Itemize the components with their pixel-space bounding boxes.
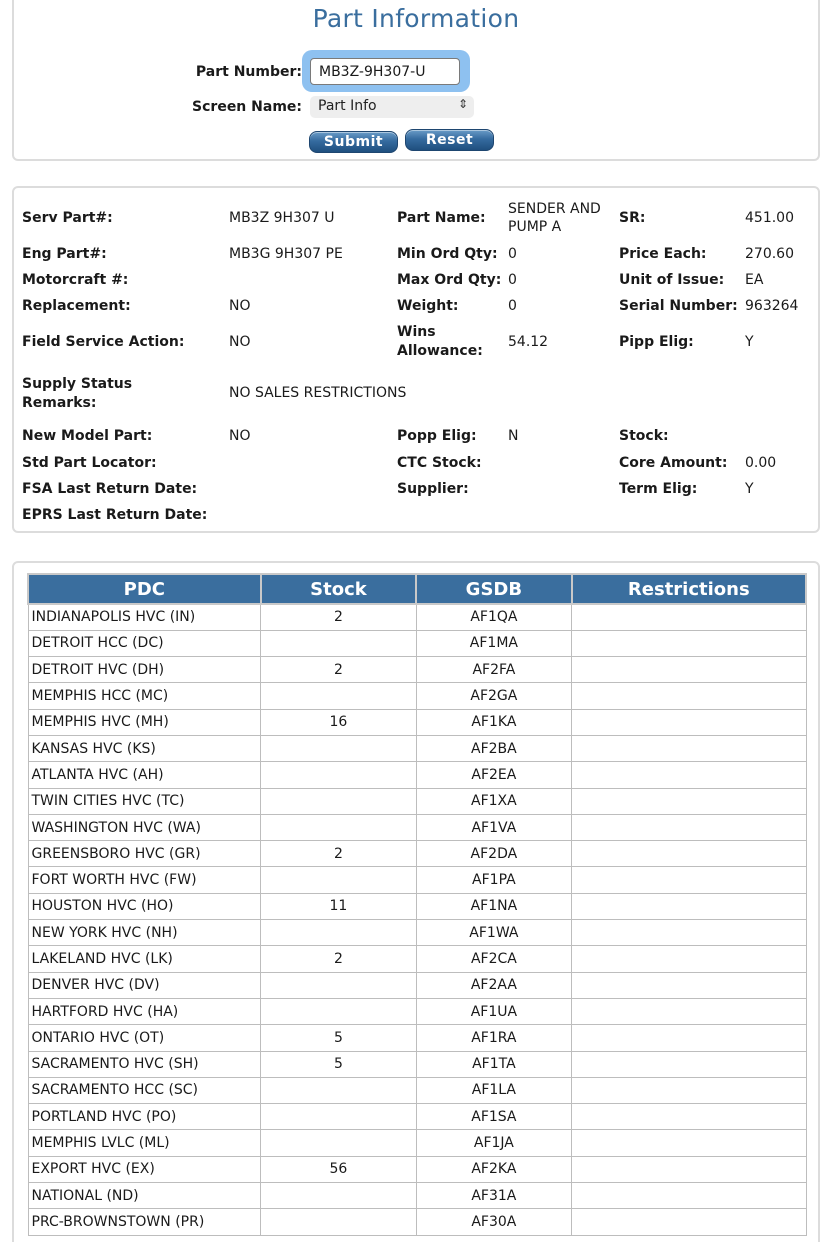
gsdb-cell: AF1JA (416, 1130, 571, 1156)
std-part-locator-label: Std Part Locator: (22, 455, 157, 471)
fsa-last-return-date-label: FSA Last Return Date: (22, 481, 198, 497)
gsdb-cell: AF1VA (416, 814, 571, 840)
table-row (28, 1130, 806, 1156)
stock-cell: 5 (261, 1025, 416, 1051)
pipp-elig-value: Y (745, 334, 754, 350)
wins-allowance-value: 54.12 (508, 334, 549, 350)
gsdb-cell: AF2CA (416, 946, 571, 972)
eng-part-value: MB3G 9H307 PE (229, 246, 343, 262)
pdc-cell: DETROIT HVC (DH) (28, 657, 261, 683)
stock-cell (261, 762, 416, 788)
restrictions-cell (572, 1104, 806, 1130)
pdc-cell: MEMPHIS LVLC (ML) (28, 1130, 261, 1156)
stock-cell: 5 (261, 1051, 416, 1077)
pdc-cell: EXPORT HVC (EX) (28, 1156, 261, 1182)
restrictions-cell (572, 735, 806, 761)
part-name-label: Part Name: (397, 210, 486, 226)
part-number-label: Part Number: (195, 64, 302, 80)
gsdb-cell: AF1KA (416, 709, 571, 735)
table-row (28, 1104, 806, 1130)
weight-value: 0 (508, 298, 517, 314)
pdc-cell: HOUSTON HVC (HO) (28, 893, 261, 919)
pipp-elig-label: Pipp Elig: (619, 334, 694, 350)
gsdb-cell: AF1SA (416, 1104, 571, 1130)
min-ord-qty-value: 0 (508, 246, 517, 262)
pdc-cell: MEMPHIS HCC (MC) (28, 683, 261, 709)
restrictions-cell (572, 998, 806, 1024)
pdc-cell: ONTARIO HVC (OT) (28, 1025, 261, 1051)
table-row (28, 1156, 806, 1182)
table-row (28, 893, 806, 919)
pdc-cell: DETROIT HCC (DC) (28, 630, 261, 656)
restrictions-cell (572, 657, 806, 683)
table-row (28, 762, 806, 788)
table-row (28, 604, 806, 630)
replacement-label: Replacement: (22, 298, 131, 314)
supply-status-value: NO SALES RESTRICTIONS (229, 385, 407, 401)
pdc-cell: GREENSBORO HVC (GR) (28, 841, 261, 867)
wins-allowance-label-line2: Allowance: (397, 343, 483, 359)
gsdb-cell: AF1WA (416, 920, 571, 946)
stock-cell (261, 1183, 416, 1209)
stock-cell (261, 814, 416, 840)
stock-cell (261, 867, 416, 893)
table-row (28, 788, 806, 814)
table-header-row (28, 574, 806, 604)
table-row (28, 1051, 806, 1077)
stock-cell (261, 1130, 416, 1156)
sr-label: SR: (619, 210, 646, 226)
gsdb-cell: AF1MA (416, 630, 571, 656)
table-row (28, 709, 806, 735)
pdc-cell: TWIN CITIES HVC (TC) (28, 788, 261, 814)
pdc-stock-panel (12, 561, 820, 1242)
pdc-cell: HARTFORD HVC (HA) (28, 998, 261, 1024)
part-name-value-line2: PUMP A (508, 219, 562, 235)
restrictions-cell (572, 946, 806, 972)
gsdb-cell: AF31A (416, 1183, 571, 1209)
column-header-restrictions: Restrictions (572, 574, 806, 604)
core-amount-value: 0.00 (745, 455, 777, 471)
restrictions-cell (572, 893, 806, 919)
gsdb-cell: AF1UA (416, 998, 571, 1024)
table-row (28, 841, 806, 867)
pdc-cell: INDIANAPOLIS HVC (IN) (28, 604, 261, 630)
stock-cell: 2 (261, 604, 416, 630)
restrictions-cell (572, 762, 806, 788)
gsdb-cell: AF2EA (416, 762, 571, 788)
restrictions-cell (572, 683, 806, 709)
restrictions-cell (572, 1183, 806, 1209)
term-elig-label: Term Elig: (619, 481, 698, 497)
pdc-cell: SACRAMENTO HCC (SC) (28, 1077, 261, 1103)
table-row (28, 867, 806, 893)
pdc-cell: MEMPHIS HVC (MH) (28, 709, 261, 735)
stock-cell (261, 998, 416, 1024)
restrictions-cell (572, 814, 806, 840)
sr-value: 451.00 (745, 210, 794, 226)
stock-cell: 2 (261, 946, 416, 972)
table-row (28, 814, 806, 840)
new-model-part-value: NO (229, 428, 251, 444)
table-row (28, 1183, 806, 1209)
term-elig-value: Y (745, 481, 754, 497)
screen-name-selected-value: Part Info (318, 98, 377, 114)
pdc-cell: KANSAS HVC (KS) (28, 735, 261, 761)
table-row (28, 1077, 806, 1103)
motorcraft-label: Motorcraft #: (22, 272, 129, 288)
gsdb-cell: AF2GA (416, 683, 571, 709)
restrictions-cell (572, 841, 806, 867)
gsdb-cell: AF1NA (416, 893, 571, 919)
pdc-cell: NATIONAL (ND) (28, 1183, 261, 1209)
restrictions-cell (572, 1025, 806, 1051)
pdc-cell: DENVER HVC (DV) (28, 972, 261, 998)
restrictions-cell (572, 709, 806, 735)
screen-name-select[interactable] (310, 96, 474, 118)
table-row (28, 1209, 806, 1235)
stock-cell: 16 (261, 709, 416, 735)
restrictions-cell (572, 867, 806, 893)
serv-part-value: MB3Z 9H307 U (229, 210, 335, 226)
gsdb-cell: AF1TA (416, 1051, 571, 1077)
stock-cell (261, 1077, 416, 1103)
restrictions-cell (572, 788, 806, 814)
table-row (28, 630, 806, 656)
restrictions-cell (572, 920, 806, 946)
stock-cell (261, 735, 416, 761)
submit-button[interactable]: Submit (309, 131, 398, 153)
gsdb-cell: AF1LA (416, 1077, 571, 1103)
serial-number-label: Serial Number: (619, 298, 738, 314)
table-row (28, 972, 806, 998)
column-header-pdc: PDC (28, 574, 261, 604)
supplier-label: Supplier: (397, 481, 469, 497)
pdc-cell: WASHINGTON HVC (WA) (28, 814, 261, 840)
weight-label: Weight: (397, 298, 459, 314)
popp-elig-label: Popp Elig: (397, 428, 477, 444)
table-row (28, 1025, 806, 1051)
restrictions-cell (572, 1051, 806, 1077)
gsdb-cell: AF1XA (416, 788, 571, 814)
table-row (28, 998, 806, 1024)
supply-status-label-line2: Remarks: (22, 395, 97, 411)
stock-cell: 11 (261, 893, 416, 919)
min-ord-qty-label: Min Ord Qty: (397, 246, 498, 262)
restrictions-cell (572, 1077, 806, 1103)
stock-cell (261, 788, 416, 814)
page-title: Part Information (312, 4, 520, 33)
table-body (28, 604, 806, 1235)
stock-cell (261, 683, 416, 709)
column-header-stock: Stock (261, 574, 416, 604)
restrictions-cell (572, 1130, 806, 1156)
new-model-part-label: New Model Part: (22, 428, 153, 444)
max-ord-qty-label: Max Ord Qty: (397, 272, 502, 288)
gsdb-cell: AF1PA (416, 867, 571, 893)
restrictions-cell (572, 972, 806, 998)
field-service-action-value: NO (229, 334, 251, 350)
table-row (28, 920, 806, 946)
restrictions-cell (572, 1156, 806, 1182)
wins-allowance-label-line1: Wins (397, 324, 436, 340)
pdc-cell: PORTLAND HVC (PO) (28, 1104, 261, 1130)
unit-of-issue-label: Unit of Issue: (619, 272, 725, 288)
table-row (28, 657, 806, 683)
column-header-gsdb: GSDB (416, 574, 571, 604)
stock-cell (261, 920, 416, 946)
ctc-stock-label: CTC Stock: (397, 455, 482, 471)
replacement-value: NO (229, 298, 251, 314)
field-service-action-label: Field Service Action: (22, 334, 185, 350)
pdc-cell: SACRAMENTO HVC (SH) (28, 1051, 261, 1077)
popp-elig-value: N (508, 428, 519, 444)
stock-label: Stock: (619, 428, 669, 444)
restrictions-cell (572, 604, 806, 630)
reset-button[interactable]: Reset (405, 129, 494, 151)
price-each-value: 270.60 (745, 246, 794, 262)
stock-cell (261, 1104, 416, 1130)
gsdb-cell: AF2FA (416, 657, 571, 683)
pdc-cell: LAKELAND HVC (LK) (28, 946, 261, 972)
stock-cell (261, 630, 416, 656)
part-name-value-line1: SENDER AND (508, 201, 601, 217)
pdc-cell: NEW YORK HVC (NH) (28, 920, 261, 946)
supply-status-label-line1: Supply Status (22, 376, 133, 392)
pdc-cell: FORT WORTH HVC (FW) (28, 867, 261, 893)
pdc-stock-table (27, 573, 807, 1236)
stock-cell: 56 (261, 1156, 416, 1182)
stock-cell (261, 1209, 416, 1235)
gsdb-cell: AF2BA (416, 735, 571, 761)
screen-name-label: Screen Name: (192, 99, 302, 115)
core-amount-label: Core Amount: (619, 455, 728, 471)
max-ord-qty-value: 0 (508, 272, 517, 288)
restrictions-cell (572, 1209, 806, 1235)
eprs-last-return-date-label: EPRS Last Return Date: (22, 507, 208, 523)
pdc-cell: ATLANTA HVC (AH) (28, 762, 261, 788)
part-details-panel (12, 186, 820, 533)
eng-part-label: Eng Part#: (22, 246, 107, 262)
gsdb-cell: AF1QA (416, 604, 571, 630)
gsdb-cell: AF30A (416, 1209, 571, 1235)
gsdb-cell: AF1RA (416, 1025, 571, 1051)
table-row (28, 683, 806, 709)
price-each-label: Price Each: (619, 246, 707, 262)
serv-part-label: Serv Part#: (22, 210, 113, 226)
pdc-cell: PRC-BROWNSTOWN (PR) (28, 1209, 261, 1235)
restrictions-cell (572, 630, 806, 656)
table-row (28, 735, 806, 761)
gsdb-cell: AF2DA (416, 841, 571, 867)
serial-number-value: 963264 (745, 298, 799, 314)
unit-of-issue-value: EA (745, 272, 764, 288)
chevron-up-down-icon: ⇕ (457, 97, 468, 111)
table-row (28, 946, 806, 972)
part-number-input[interactable] (310, 58, 460, 85)
stock-cell: 2 (261, 841, 416, 867)
gsdb-cell: AF2AA (416, 972, 571, 998)
stock-cell: 2 (261, 657, 416, 683)
stock-cell (261, 972, 416, 998)
gsdb-cell: AF2KA (416, 1156, 571, 1182)
